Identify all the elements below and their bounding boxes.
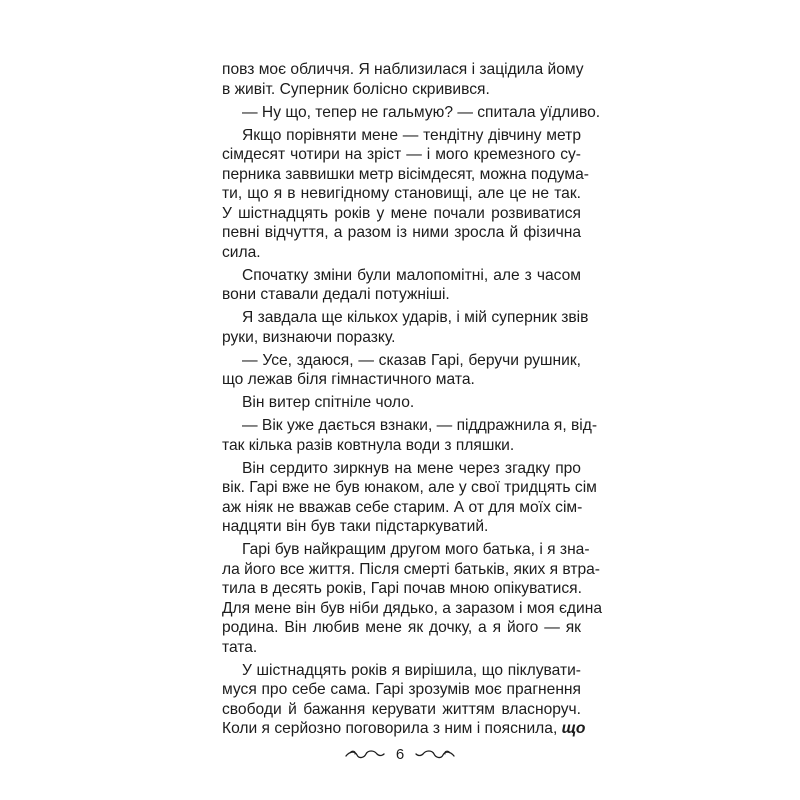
text-line: Він витер спітніле чоло. <box>242 394 415 411</box>
text-line: вони ставали дедалі потужніші. <box>222 286 450 303</box>
flourish-right-icon <box>414 747 456 761</box>
paragraph <box>222 103 601 123</box>
text-line: повз моє обличчя. Я наблизилася і зацідила йому <box>222 61 584 78</box>
text-line: певні відчуття, а разом із ними зросла й фізична <box>222 224 581 241</box>
text-line: ти, що я в невигідному становищі, але це не так. <box>222 185 581 202</box>
emphasized-word: що <box>561 720 586 737</box>
text-line: — Усе, здаюся, — сказав Гарі, беручи рушник, <box>242 351 581 369</box>
text-line: Гарі був найкращим другом мого батька, і я зна- <box>242 541 590 558</box>
page-number: 6 <box>395 745 405 763</box>
paragraph <box>222 393 581 413</box>
page-footer <box>0 741 800 767</box>
text-line: Він сердито зиркнув на мене через згадку про <box>242 459 581 477</box>
paragraph <box>222 459 597 537</box>
text-line: надцяти він був таки підстаркуватий. <box>222 518 489 535</box>
text-line: тила в десять років, Гарі почав мною опікуватися. <box>222 580 582 597</box>
text-line: ла його все життя. Після смерті батьків, яких я втра- <box>222 560 600 578</box>
text-line: Якщо порівняти мене — тендітну дівчину метр <box>242 126 581 144</box>
text-line: так кілька разів ковтнула води з пляшки. <box>222 436 515 454</box>
paragraph <box>222 126 589 263</box>
text-line: що лежав біля гімнастичного мата. <box>222 371 475 388</box>
text-line: аж ніяк не вважав себе старим. А от для моїх сім- <box>222 498 583 516</box>
text-line: — Ну що, тепер не гальмую? — спитала уїдливо. <box>242 103 601 121</box>
paragraph <box>222 308 589 347</box>
paragraph <box>222 60 584 99</box>
text-line: родина. Він любив мене як дочку, а я його — як <box>222 619 581 636</box>
text-line: Для мене він був ніби дядько, а заразом і моя єдина <box>222 599 603 617</box>
text-line: У шістнадцять років у мене почали розвиватися <box>222 204 581 222</box>
paragraph <box>222 351 581 390</box>
text-line: свободи й бажання керувати життям власноруч. <box>222 700 581 718</box>
text-line: тата. <box>222 638 258 656</box>
text-line: сімдесят чотири на зріст — і мого кремезного су- <box>222 146 581 163</box>
body-text <box>222 60 603 739</box>
paragraph <box>222 540 603 657</box>
paragraph <box>222 661 586 739</box>
text-line: сила. <box>222 243 261 261</box>
text-line: перника заввишки метр вісімдесят, можна подума- <box>222 165 589 183</box>
text-line: У шістнадцять років я вирішила, що піклувати- <box>242 661 581 679</box>
text-line: в живіт. Суперник болісно скривився. <box>222 80 490 98</box>
text-line: руки, визнаючи поразку. <box>222 328 396 346</box>
text-line: — Вік уже дається взнаки, — піддражнила я, від- <box>242 417 598 434</box>
text-line: Спочатку зміни були малопомітні, але з часом <box>242 266 581 284</box>
text-line: вік. Гарі вже не був юнаком, але у свої тридцять сім <box>222 479 597 496</box>
text-line: Я завдала ще кількох ударів, і мій суперник звів <box>242 309 589 326</box>
paragraph <box>222 266 581 305</box>
text-line: Коли я серйозно поговорила з ним і пояснила, що <box>222 720 586 737</box>
flourish-left-icon <box>344 747 386 761</box>
text-line: муся про себе сама. Гарі зрозумів моє прагнення <box>222 681 581 698</box>
paragraph <box>222 416 598 455</box>
